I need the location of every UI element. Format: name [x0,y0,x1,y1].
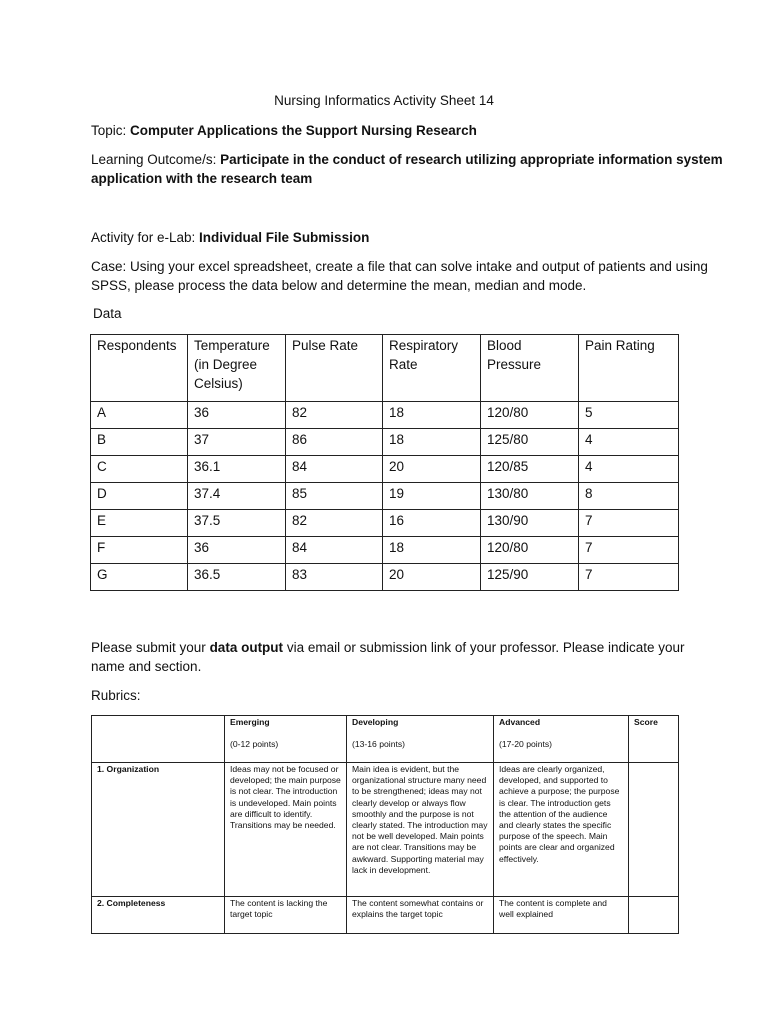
data-table-header-cell: Blood Pressure [481,335,579,402]
data-table-cell: 37.4 [188,483,286,510]
rubric-level-name: Advanced [499,717,541,727]
submit-pre: Please submit your [91,640,210,655]
data-table-row [91,510,679,537]
data-table-header-cell: Pain Rating [579,335,679,402]
rubric-table [91,715,679,934]
rubric-criterion: 1. Organization [92,763,225,897]
data-table-cell: 18 [383,537,481,564]
rubric-header-cell [225,716,347,763]
topic-label: Topic: [91,123,131,138]
activity-value: Individual File Submission [199,230,370,245]
data-table-cell: B [91,429,188,456]
data-table-row [91,564,679,591]
rubric-cell: Ideas are clearly organized, developed, and supported to achieve a purpose; the purpose is clear. The introduction gets the attention of the audience and clearly states the specific purpose of the speech. Main points are clear and organized effectively. [494,763,629,897]
rubric-level-name: Score [634,717,658,727]
rubric-cell: The content is lacking the target topic [225,897,347,934]
data-table-cell: 18 [383,429,481,456]
data-table-row [91,402,679,429]
rubric-cell [629,897,679,934]
rubric-criterion: 2. Completeness [92,897,225,934]
data-table [90,334,679,591]
data-table-cell: 84 [286,456,383,483]
rubric-cell: Main idea is evident, but the organizational structure many need to be strengthened; ideas may not clearly develop or always flow smoothly and the purpose is not clearly stated. The introduction may not be well developed. Main points are not clear. Transitions may be awkward. Supporting material may lack in development. [347,763,494,897]
data-table-cell: 120/80 [481,402,579,429]
submit-line-2: name and section. [91,659,202,674]
rubrics-label: Rubrics: [91,688,141,703]
activity-line [91,228,369,247]
rubric-level-name: Developing [352,717,399,727]
data-table-row [91,483,679,510]
data-table-cell: C [91,456,188,483]
data-table-cell: 8 [579,483,679,510]
data-table-cell: 18 [383,402,481,429]
data-table-header-cell: Temperature (in Degree Celsius) [188,335,286,402]
data-table-cell: 36.5 [188,564,286,591]
topic-value: Computer Applications the Support Nursing Research [130,123,477,138]
data-table-cell: 86 [286,429,383,456]
data-table-header-row [91,335,679,402]
data-table-header-cell: Respondents [91,335,188,402]
page-title: Nursing Informatics Activity Sheet 14 [274,93,494,108]
data-table-cell: 7 [579,537,679,564]
data-table-header-cell: Pulse Rate [286,335,383,402]
rubric-cell [629,763,679,897]
rubric-header-cell [347,716,494,763]
data-table-cell: A [91,402,188,429]
data-table-cell: D [91,483,188,510]
data-table-cell: 36 [188,402,286,429]
rubric-header-cell [92,716,225,763]
data-table-cell: 125/80 [481,429,579,456]
data-table-cell: 130/90 [481,510,579,537]
data-table-row [91,456,679,483]
data-table-cell: F [91,537,188,564]
data-table-row [91,429,679,456]
rubric-cell: The content somewhat contains or explains the target topic [347,897,494,934]
data-table-cell: 85 [286,483,383,510]
rubric-header-cell [494,716,629,763]
case-line-2: SPSS, please process the data below and determine the mean, median and mode. [91,278,587,293]
data-table-cell: 19 [383,483,481,510]
data-table-header-cell: Respiratory Rate [383,335,481,402]
data-table-cell: 7 [579,510,679,537]
data-label: Data [93,306,122,321]
outcome-value-2: application with the research team [91,171,313,186]
rubric-cell: The content is complete and well explained [494,897,629,934]
submit-bold: data output [209,640,284,655]
outcome-value-1: Participate in the conduct of research utilizing appropriate information system [220,152,723,167]
submit-line-1 [91,638,685,657]
data-table-cell: 130/80 [481,483,579,510]
data-table-cell: 16 [383,510,481,537]
data-table-cell: 36 [188,537,286,564]
data-table-cell: 7 [579,564,679,591]
case-line-1: Case: Using your excel spreadsheet, create a file that can solve intake and output of patients and using [91,259,708,274]
data-table-cell: 84 [286,537,383,564]
topic-line [91,121,477,140]
data-table-cell: G [91,564,188,591]
data-table-cell: 83 [286,564,383,591]
rubric-level-name: Emerging [230,717,270,727]
data-table-cell: 4 [579,429,679,456]
outcome-line-2 [91,169,312,188]
rubric-row [92,897,679,934]
data-table-cell: 82 [286,510,383,537]
data-table-cell: 36.1 [188,456,286,483]
data-table-cell: 20 [383,456,481,483]
rubric-level-points: (17-20 points) [499,739,553,750]
data-table-cell: 120/85 [481,456,579,483]
data-table-cell: 4 [579,456,679,483]
data-table-cell: 37.5 [188,510,286,537]
rubric-header-cell [629,716,679,763]
submit-post: via email or submission link of your professor. Please indicate your [283,640,685,655]
data-table-cell: 37 [188,429,286,456]
activity-label: Activity for e-Lab: [91,230,200,245]
rubric-level-points: (0-12 points) [230,739,279,750]
rubric-cell: Ideas may not be focused or developed; the main purpose is not clear. The introduction is undeveloped. Main points are difficult to identify. Transitions may be needed. [225,763,347,897]
data-table-cell: 82 [286,402,383,429]
data-table-cell: 125/90 [481,564,579,591]
data-table-cell: 120/80 [481,537,579,564]
rubric-header-row [92,716,679,763]
data-table-row [91,537,679,564]
outcome-line-1 [91,150,723,169]
data-table-cell: E [91,510,188,537]
rubric-level-points: (13-16 points) [352,739,406,750]
data-table-cell: 5 [579,402,679,429]
outcome-label: Learning Outcome/s: [91,152,221,167]
rubric-row [92,763,679,897]
data-table-cell: 20 [383,564,481,591]
